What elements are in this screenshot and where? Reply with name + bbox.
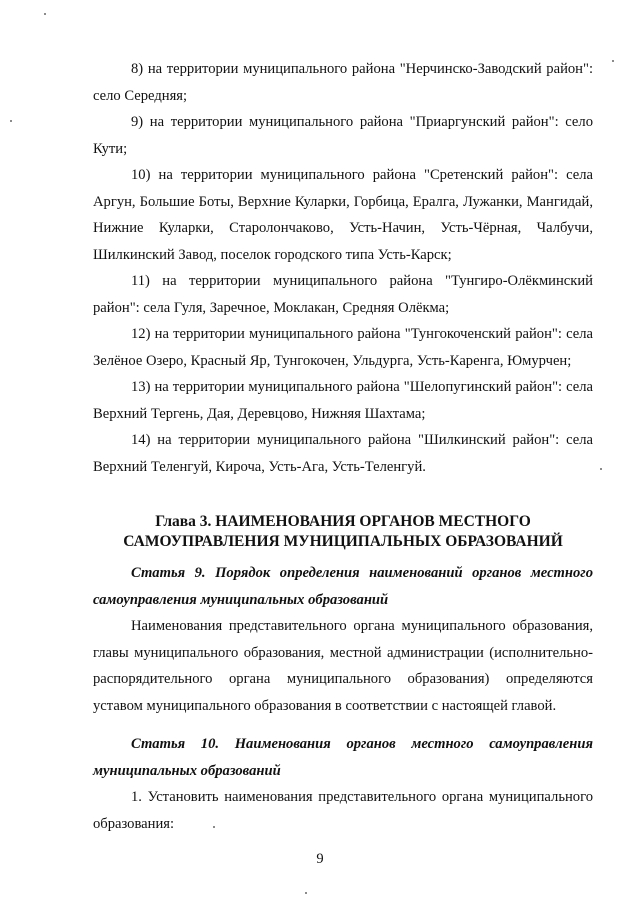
page-number: 9 [316, 851, 324, 867]
list-item-13: 13) на территории муниципального района "Шелопугинский район": села Верхний Тергень, Дая, Деревцово, Нижняя Шахтама; [93, 379, 593, 422]
scan-speck [213, 826, 215, 828]
scan-speck [305, 892, 307, 894]
scan-speck [10, 120, 12, 122]
list-item-9: 9) на территории муниципального района "Приаргунский район": село Кути; [93, 114, 593, 157]
list-item-14: 14) на территории муниципального района "Шилкинский район": села Верхний Теленгуй, Кироча, Усть-Ага, Усть-Теленгуй. [93, 432, 593, 475]
scan-speck [600, 468, 602, 470]
scan-speck [44, 13, 46, 15]
article-9-title: Статья 9. Порядок определения наименований органов местного самоуправления муниципальных образований [93, 565, 593, 608]
list-item-8: 8) на территории муниципального района "Нерчинско-Заводский район": село Середняя; [93, 61, 593, 104]
list-item-10: 10) на территории муниципального района "Сретенский район": села Аргун, Большие Боты, Верхние Куларки, Горбица, Ералга, Лужанки, Мангидай, Нижние Куларки, Старолончаково, Усть-Начин, Усть-Чёрная, Чалбучи, Шилкинский Завод, поселок городского типа Усть-Карск; [93, 167, 593, 263]
list-item-12: 12) на территории муниципального района "Тунгокоченский район": села Зелёное Озеро, Красный Яр, Тунгокочен, Ульдурга, Усть-Каренга, Юмурчен; [93, 326, 593, 369]
chapter-heading [93, 512, 593, 552]
article-10-title: Статья 10. Наименования органов местного самоуправления муниципальных образований [93, 736, 593, 779]
list-section [93, 56, 593, 480]
list-item-11: 11) на территории муниципального района "Тунгиро-Олёкминский район": села Гуля, Заречное, Моклакан, Средняя Олёкма; [93, 273, 593, 316]
chapter-heading-line-1: Глава 3. НАИМЕНОВАНИЯ ОРГАНОВ МЕСТНОГО [155, 513, 531, 530]
chapter-heading-line-2: САМОУПРАВЛЕНИЯ МУНИЦИПАЛЬНЫХ ОБРАЗОВАНИЙ [123, 533, 563, 550]
scan-speck [612, 60, 614, 62]
articles-section [93, 560, 593, 837]
article-10-item-1: 1. Установить наименования представительного органа муниципального образования: [93, 789, 593, 832]
article-9-body: Наименования представительного органа муниципального образования, главы муниципального образования, местной администрации (исполнительно-распорядительного органа муниципального образования) определяются уставом муниципального образования в соответствии с настоящей главой. [93, 618, 593, 714]
